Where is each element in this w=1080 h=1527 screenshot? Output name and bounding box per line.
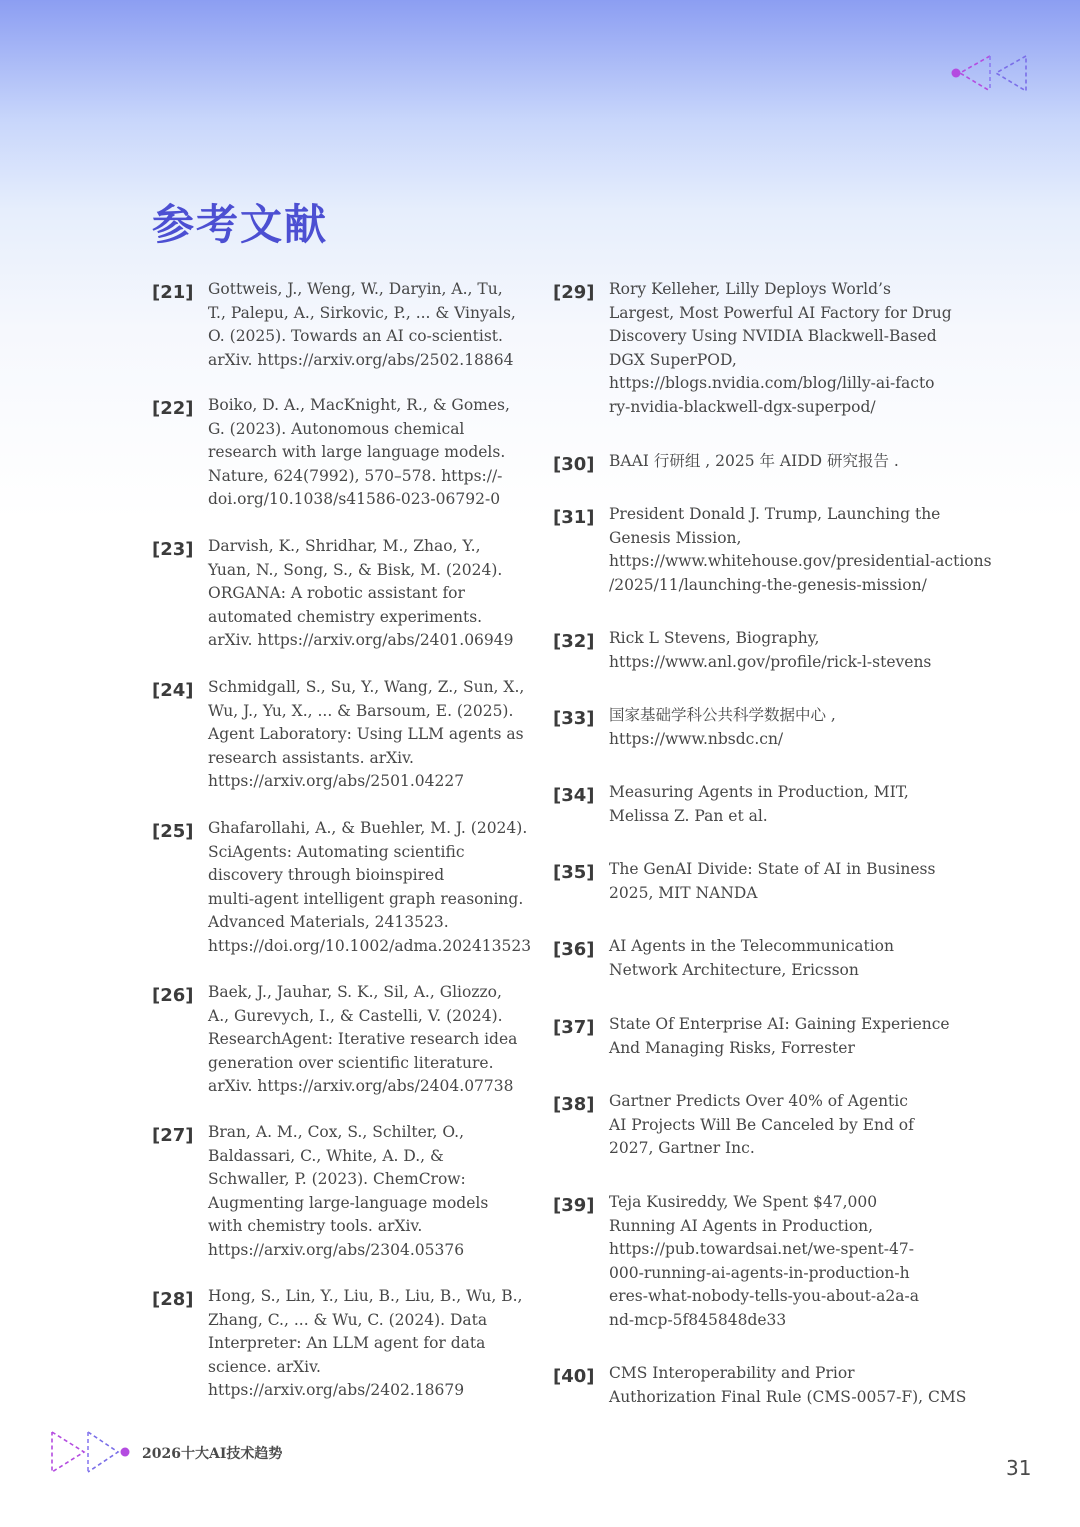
reference-number: [36] (553, 939, 595, 960)
reference-text: The GenAI Divide: State of AI in Business 2025, MIT NANDA (609, 860, 936, 902)
reference-text: AI Agents in the Telecommunication Network Architecture, Ericsson (609, 937, 894, 979)
reference-item (553, 1191, 993, 1333)
reference-text: Schmidgall, S., Su, Y., Wang, Z., Sun, X., Wu, J., Yu, X., ... & Barsoum, E. (2025). Agent Laboratory: Using LLM agents as research assistants. arXiv. https://arxiv.org/abs/2501.04227 (208, 678, 525, 791)
reference-text: 国家基础学科公共科学数据中心 , https://www.nbsdc.cn/ (609, 706, 836, 748)
reference-number: [22] (152, 398, 194, 419)
reference-text: Rick L Stevens, Biography, https://www.anl.gov/profile/rick-l-stevens (609, 629, 932, 671)
reference-item (152, 278, 532, 372)
reference-item (152, 535, 532, 653)
reference-text: CMS Interoperability and Prior Authorization Final Rule (CMS-0057-F), CMS (609, 1364, 967, 1406)
reference-number: [29] (553, 282, 595, 303)
footer-triangles-decoration (48, 1428, 134, 1478)
reference-text: Baek, J., Jauhar, S. K., Sil, A., Gliozzo, A., Gurevych, I., & Castelli, V. (2024). ResearchAgent: Iterative research idea generation over scientific literature. arXiv. https://arxiv.org/abs/2404.07738 (208, 983, 518, 1096)
reference-item (152, 817, 532, 959)
reference-number: [27] (152, 1125, 194, 1146)
reference-item (553, 503, 993, 597)
reference-item (553, 627, 993, 674)
reference-text: Boiko, D. A., MacKnight, R., & Gomes, G. (2023). Autonomous chemical research with large language models. Nature, 624(7992), 570–578. https://- doi.org/10.1038/s41586-023-06792-0 (208, 396, 510, 509)
page-number: 31 (1006, 1456, 1032, 1480)
reference-number: [26] (152, 985, 194, 1006)
reference-number: [32] (553, 631, 595, 652)
reference-item (553, 935, 993, 982)
reference-item (152, 676, 532, 794)
reference-number: [39] (553, 1195, 595, 1216)
reference-text: Darvish, K., Shridhar, M., Zhao, Y., Yuan, N., Song, S., & Bisk, M. (2024). ORGANA: A robotic assistant for automated chemistry experiments. arXiv. https://arxiv.org/abs/2401.06949 (208, 537, 514, 650)
reference-text: Gartner Predicts Over 40% of Agentic AI Projects Will Be Canceled by End of 2027, Gartner Inc. (609, 1092, 914, 1158)
reference-text: Teja Kusireddy, We Spent $47,000 Running AI Agents in Production, https://pub.towardsai.net/we-spent-47- 000-running-ai-agents-in-production-h eres-what-nobody-tells-you-about-a2a-a nd-mcp-5f845848de33 (609, 1193, 919, 1329)
reference-number: [38] (553, 1094, 595, 1115)
reference-item (553, 1090, 993, 1161)
reference-item (152, 1121, 532, 1263)
reference-text: Gottweis, J., Weng, W., Daryin, A., Tu, T., Palepu, A., Sirkovic, P., ... & Vinyals, O. (2025). Towards an AI co-scientist. arXiv. https://arxiv.org/abs/2502.18864 (208, 280, 516, 369)
reference-text: Rory Kelleher, Lilly Deploys World’s Largest, Most Powerful AI Factory for Drug Discovery Using NVIDIA Blackwell-Based DGX SuperPOD, https://blogs.nvidia.com/blog/lilly-ai-facto ry-nvidia-blackwell-dgx-superpod/ (609, 280, 952, 416)
page-title: 参考文献 (152, 200, 329, 249)
reference-number: [21] (152, 282, 194, 303)
corner-triangles-decoration (946, 50, 1036, 100)
reference-item (553, 1013, 993, 1060)
reference-number: [30] (553, 454, 595, 475)
reference-item (553, 781, 993, 828)
reference-text: BAAI 行研组 , 2025 年 AIDD 研究报告 . (609, 452, 899, 470)
reference-number: [28] (152, 1289, 194, 1310)
reference-number: [25] (152, 821, 194, 842)
reference-number: [23] (152, 539, 194, 560)
reference-number: [35] (553, 862, 595, 883)
reference-number: [31] (553, 507, 595, 528)
reference-item (553, 278, 993, 420)
reference-text: Bran, A. M., Cox, S., Schilter, O., Baldassari, C., White, A. D., & Schwaller, P. (2023). ChemCrow: Augmenting large-language models with chemistry tools. arXiv. https://arxiv.org/abs/2304.05376 (208, 1123, 489, 1259)
reference-number: [34] (553, 785, 595, 806)
reference-number: [40] (553, 1366, 595, 1387)
reference-item (553, 1362, 993, 1409)
reference-number: [37] (553, 1017, 595, 1038)
reference-item (553, 450, 993, 475)
reference-item (152, 981, 532, 1099)
reference-number: [24] (152, 680, 194, 701)
reference-text: Measuring Agents in Production, MIT, Melissa Z. Pan et al. (609, 783, 909, 825)
reference-text: Ghafarollahi, A., & Buehler, M. J. (2024). SciAgents: Automating scientific discovery through bioinspired multi-agent intelligent graph reasoning. Advanced Materials, 2413523. https://doi.org/10.1002/adma.202413523 (208, 819, 532, 955)
reference-text: President Donald J. Trump, Launching the Genesis Mission, https://www.whitehouse.gov/presidential-actions /2025/11/launching-the-genesis-mission/ (609, 505, 992, 594)
reference-text: Hong, S., Lin, Y., Liu, B., Liu, B., Wu, B., Zhang, C., ... & Wu, C. (2024). Data Interpreter: An LLM agent for data science. arXiv. https://arxiv.org/abs/2402.18679 (208, 1287, 523, 1400)
reference-text: State Of Enterprise AI: Gaining Experience And Managing Risks, Forrester (609, 1015, 950, 1057)
reference-number: [33] (553, 708, 595, 729)
reference-item (152, 1285, 532, 1403)
reference-item (553, 704, 993, 751)
footer-report-title: 2026十大AI技术趋势 (142, 1446, 283, 1462)
reference-item (152, 394, 532, 512)
reference-item (553, 858, 993, 905)
